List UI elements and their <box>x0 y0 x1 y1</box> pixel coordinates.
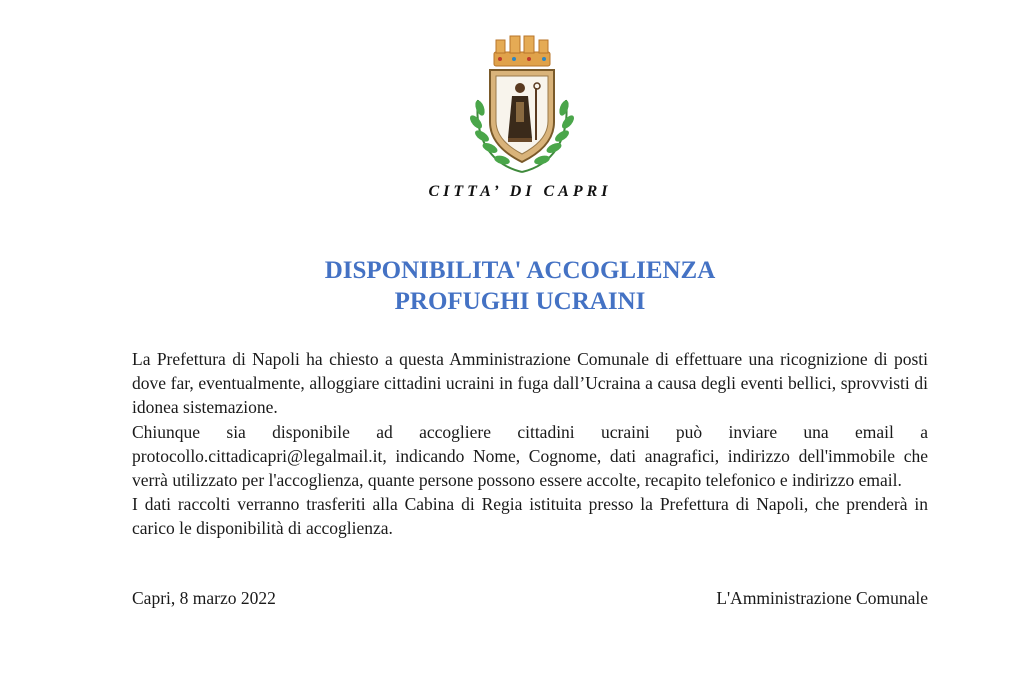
page-title <box>0 255 1024 317</box>
shield-icon <box>490 70 554 162</box>
place-date: Capri, 8 marzo 2022 <box>132 588 276 608</box>
crown-icon <box>494 36 550 66</box>
title-line-2: PROFUGHI UCRAINI <box>394 288 646 315</box>
notice-body <box>132 347 928 541</box>
signature: L'Amministrazione Comunale <box>716 588 928 608</box>
city-name: CITTA’ DI CAPRI <box>428 183 612 200</box>
paragraph: Chiunque sia disponibile ad accogliere cittadini ucraini può inviare una email a protocollo.cittadicapri@legalmail.it, indicando Nome, Cognome, dati anagrafici, indirizzo dell'immobile che verrà utilizzato per l'accoglienza, quante persone possono essere accolte, recapito telefonico e indirizzo email. <box>132 421 928 491</box>
paragraph: La Prefettura di Napoli ha chiesto a questa Amministrazione Comunale di effettuare una ricognizione di posti dove far, eventualmente, alloggiare cittadini ucraini in fuga dall’Ucraina a causa degli eventi bellici, sprovvisti di idonea sistemazione. <box>132 349 928 418</box>
paragraph: I dati raccolti verranno trasferiti alla Cabina di Regia istituita presso la Prefettura di Napoli, che prenderà in carico le disponibilità di accoglienza. <box>132 494 928 539</box>
city-crest-icon <box>462 30 582 180</box>
title-line-1: DISPONIBILITA' ACCOGLIENZA <box>324 257 716 284</box>
